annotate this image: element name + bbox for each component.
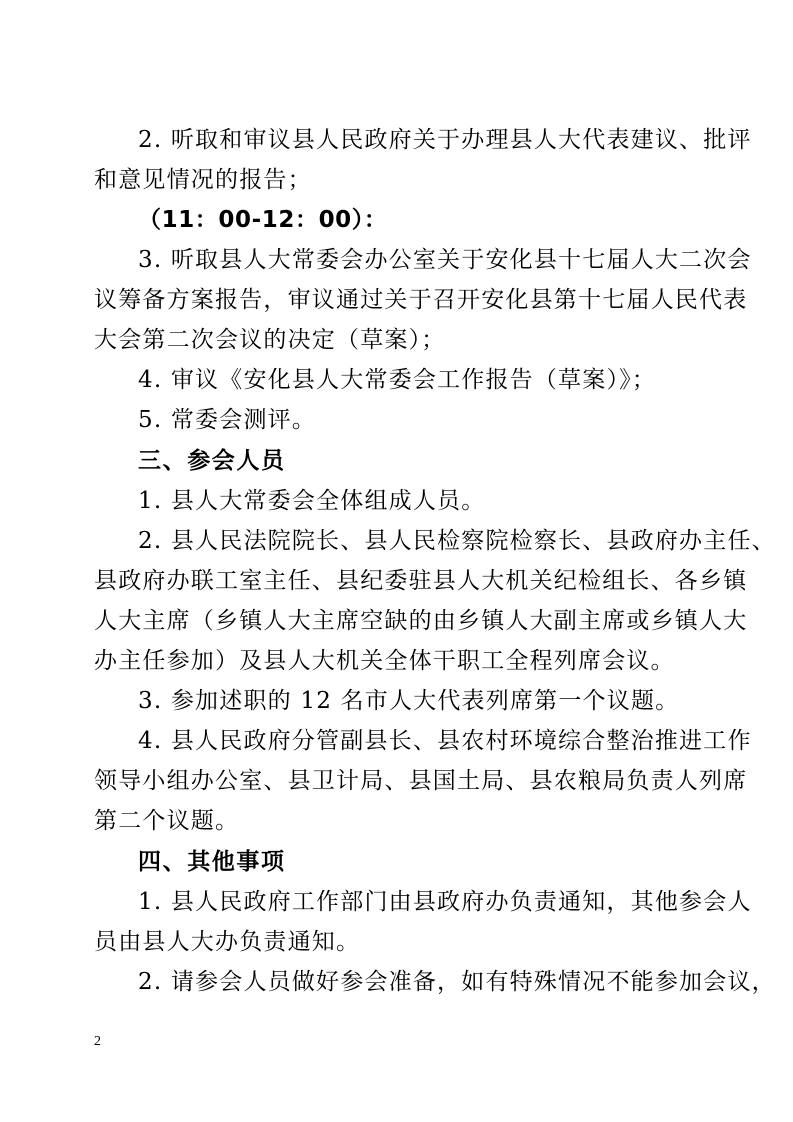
attendee-item-3: 3. 参加述职的 12 名市人大代表列席第一个议题。 xyxy=(138,688,680,714)
agenda-item-3-line-2: 议筹备方案报告，审议通过关于召开安化县第十七届人民代表 xyxy=(94,287,748,313)
attendee-item-2-line-2: 县政府办联工室主任、县纪委驻县人大机关纪检组长、各乡镇 xyxy=(94,568,748,594)
agenda-item-3-line-1: 3. 听取县人大常委会办公室关于安化县十七届人大二次会 xyxy=(138,247,752,273)
agenda-item-5: 5. 常委会测评。 xyxy=(138,407,317,433)
attendee-item-2-line-3: 人大主席（乡镇人大主席空缺的由乡镇人大副主席或乡镇人大 xyxy=(94,608,748,634)
attendee-item-2-line-4: 办主任参加）及县人大机关全体干职工全程列席会议。 xyxy=(94,648,675,674)
attendee-item-4-line-1: 4. 县人民政府分管副县长、县农村环境综合整治推进工作 xyxy=(138,728,752,754)
attendee-item-4-line-2: 领导小组办公室、县卫计局、县国土局、县农粮局负责人列席 xyxy=(94,768,748,794)
other-item-1-line-1: 1. 县人民政府工作部门由县政府办负责通知，其他参会人 xyxy=(138,889,752,915)
section-heading-other-matters: 四、其他事项 xyxy=(138,849,286,875)
attendee-item-1: 1. 县人大常委会全体组成人员。 xyxy=(138,488,486,514)
attendee-item-4-line-3: 第二个议题。 xyxy=(94,808,240,834)
other-item-1-line-2: 员由县人大办负责通知。 xyxy=(94,929,361,955)
other-item-2-line-1: 2. 请参会人员做好参会准备，如有特殊情况不能参加会议， xyxy=(138,969,776,995)
section-heading-attendees: 三、参会人员 xyxy=(138,448,286,474)
agenda-item-3-line-3: 大会第二次会议的决定（草案）； xyxy=(94,327,446,353)
agenda-item-2-line-1: 2. 听取和审议县人民政府关于办理县人大代表建议、批评 xyxy=(138,127,752,153)
agenda-item-2-line-2: 和意见情况的报告； xyxy=(94,167,312,193)
agenda-item-4: 4. 审议《安化县人大常委会工作报告（草案）》； xyxy=(138,367,657,393)
attendee-item-2-line-1: 2. 县人民法院院长、县人民检察院检察长、县政府办主任、 xyxy=(138,528,776,554)
page-number: 2 xyxy=(94,1034,101,1049)
session-time: （11：00-12：00）： xyxy=(138,207,388,233)
